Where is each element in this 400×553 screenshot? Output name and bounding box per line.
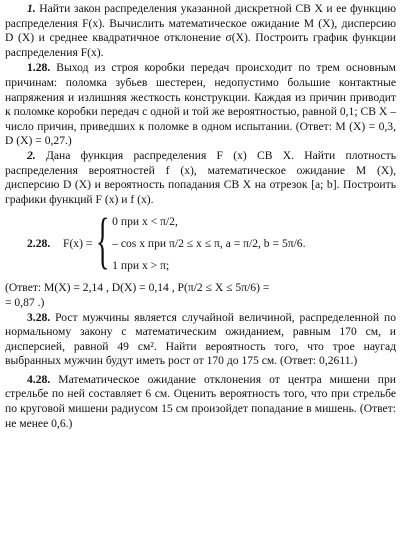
problem-4-28 bbox=[5, 373, 396, 431]
problem-text: Математическое ожидание отклонения от центра мишени при стрельбе по ней составляет 6 см. Оценить вероятность того, что при стрельбе по круговой мишени радиусом 15 см произойдет попадание в мишень. (Ответ: не менее 0,6.) bbox=[5, 372, 396, 430]
section-2-instructions bbox=[5, 149, 396, 207]
case-3: 1 при x > π; bbox=[112, 258, 170, 272]
function-label: F(x) = bbox=[63, 237, 93, 251]
problem-2-28-answer: (Ответ: M(X) = 2,14 , D(X) = 0,14 , P(π/2 ≤ X ≤ 5π/6) = bbox=[5, 281, 270, 295]
problem-number: 2.28. bbox=[27, 237, 51, 251]
section-text: Дана функция распределения F (x) СВ X. Найти плотность распределения вероятностей f (x), математическое ожидание M (X), дисперсию D (X) и вероятность попадания СВ X на отрезок [a; b]. Построить графики функций F (x) и f (x). bbox=[5, 148, 396, 206]
case-2: – cos x при π/2 ≤ x ≤ π, a = π/2, b = 5π/6. bbox=[112, 237, 306, 251]
section-number: 2. bbox=[27, 148, 36, 162]
problem-2-28-answer-cont: = 0,87 .) bbox=[5, 295, 45, 309]
brace-symbol: { bbox=[96, 207, 110, 276]
problem-number: 4.28. bbox=[27, 372, 51, 386]
case-1: 0 при x < π/2, bbox=[112, 215, 178, 229]
section-number: 1. bbox=[27, 2, 36, 15]
section-text: Найти закон распределения указанной дискретной СВ X и ее функцию распределения F(x). Вычислить математическое ожидание M (X), дисперсию D (X) и среднее квадратичное отклонение σ(X). Построить график функции распределения F(x). bbox=[5, 2, 396, 59]
piecewise-cases bbox=[112, 215, 305, 273]
problem-1-28 bbox=[5, 61, 396, 149]
section-1-instructions bbox=[5, 2, 396, 60]
problem-number: 1.28. bbox=[27, 61, 51, 75]
problem-2-28-formula bbox=[5, 207, 396, 278]
problem-text: Выход из строя коробки передач происходит по трем основным причинам: поломка зубьев шестерен, недопустимо большие контактные напряжения и излишняя жесткость конструкции. Каждая из причин приводит к поломке коробки передач с одной и той же вероятностью, равной 0,1; СВ X – число причин, приведших к поломке в одном испытании. (Ответ: M (X) = 0,3, D (X) = 0,27.) bbox=[5, 61, 396, 148]
problem-text: Рост мужчины является случайной величиной, распределенной по нормальному закону с математическим ожиданием, равным 170 см, и дисперсией, равной 49 см². Найти вероятность того, что трое наугад выбранных мужчин будут иметь рост от 170 до 175 см. (Ответ: 0,2611.) bbox=[5, 310, 396, 368]
problem-number: 3.28. bbox=[27, 310, 51, 324]
problem-3-28 bbox=[5, 311, 396, 369]
